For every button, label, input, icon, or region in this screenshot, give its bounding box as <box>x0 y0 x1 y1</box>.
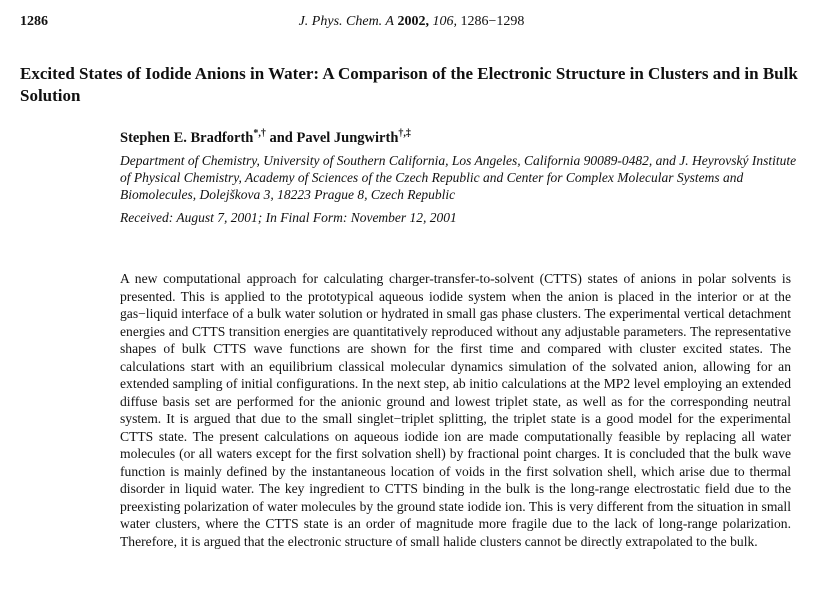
journal-name: J. Phys. Chem. A <box>298 14 394 29</box>
running-head <box>0 14 823 30</box>
author-line <box>120 128 411 147</box>
author-name: Stephen E. Bradforth <box>120 129 254 146</box>
journal-year: 2002, <box>397 14 429 29</box>
journal-volume: 106, <box>432 14 457 29</box>
author-marks: †,‡ <box>398 128 411 139</box>
author-marks: *,† <box>253 128 266 139</box>
author-conjunction: and <box>265 129 297 146</box>
page-number: 1286 <box>20 14 48 29</box>
abstract-text: A new computational approach for calculating charger-transfer-to-solvent (CTTS) states of anions in polar solvents is presented. This is applied to the prototypical aqueous iodide system when the anion is placed in the interior or at the gas−liquid interface of a bulk water solution or hydrated in small gas phase clusters. The experimental vertical detachment energies and CTTS transition energies are quantitatively reproduced without any adjustable parameters. The representative shapes of bulk CTTS wave functions are shown for the first time and compared with cluster excited states. The calculations start with an equilibrium classical molecular dynamics simulation of the solvated anion, allowing for an extended sampling of initial configurations. In the next step, ab initio calculations at the MP2 level employing an extended diffuse basis set are performed for the anionic ground and lowest triplet state, as well as for the corresponding neutral system. It is argued that due to the small singlet−triplet splitting, the triplet state is a good model for the experimental CTTS state. The present calculations on aqueous iodide ion are made computationally feasible by replacing all water molecules (or all waters except for the first solvation shell) by fractional point charges. It is concluded that the bulk wave function is mainly defined by the instantaneous location of voids in the first solvation shell, which arise due to thermal disorder in liquid water. The key ingredient to CTTS binding in the bulk is the long-range electrostatic field due to the preexisting polarization of water molecules by the ground state iodide ion. This is very different from the situation in small water clusters, where the CTTS state is an order of magnitude more fragile due to the lack of long-range polarization. Therefore, it is argued that the electronic structure of small halide clusters cannot be directly extrapolated to the bulk. <box>120 271 791 549</box>
article-title: Excited States of Iodide Anions in Water: A Comparison of the Electronic Structure in Clusters and in Bulk Solution <box>20 64 798 105</box>
author-name: Pavel Jungwirth <box>296 129 399 146</box>
received-dates: Received: August 7, 2001; In Final Form: November 12, 2001 <box>120 210 457 225</box>
journal-pages: 1286−1298 <box>460 14 525 29</box>
author-affiliations: Department of Chemistry, University of Southern California, Los Angeles, California 90089-0482, and J. Heyrovský Institute of Physical Chemistry, Academy of Sciences of the Czech Republic and Center for Complex Molecular Systems and Biomolecules, Dolejškova 3, 18223 Prague 8, Czech Republic <box>120 153 797 202</box>
